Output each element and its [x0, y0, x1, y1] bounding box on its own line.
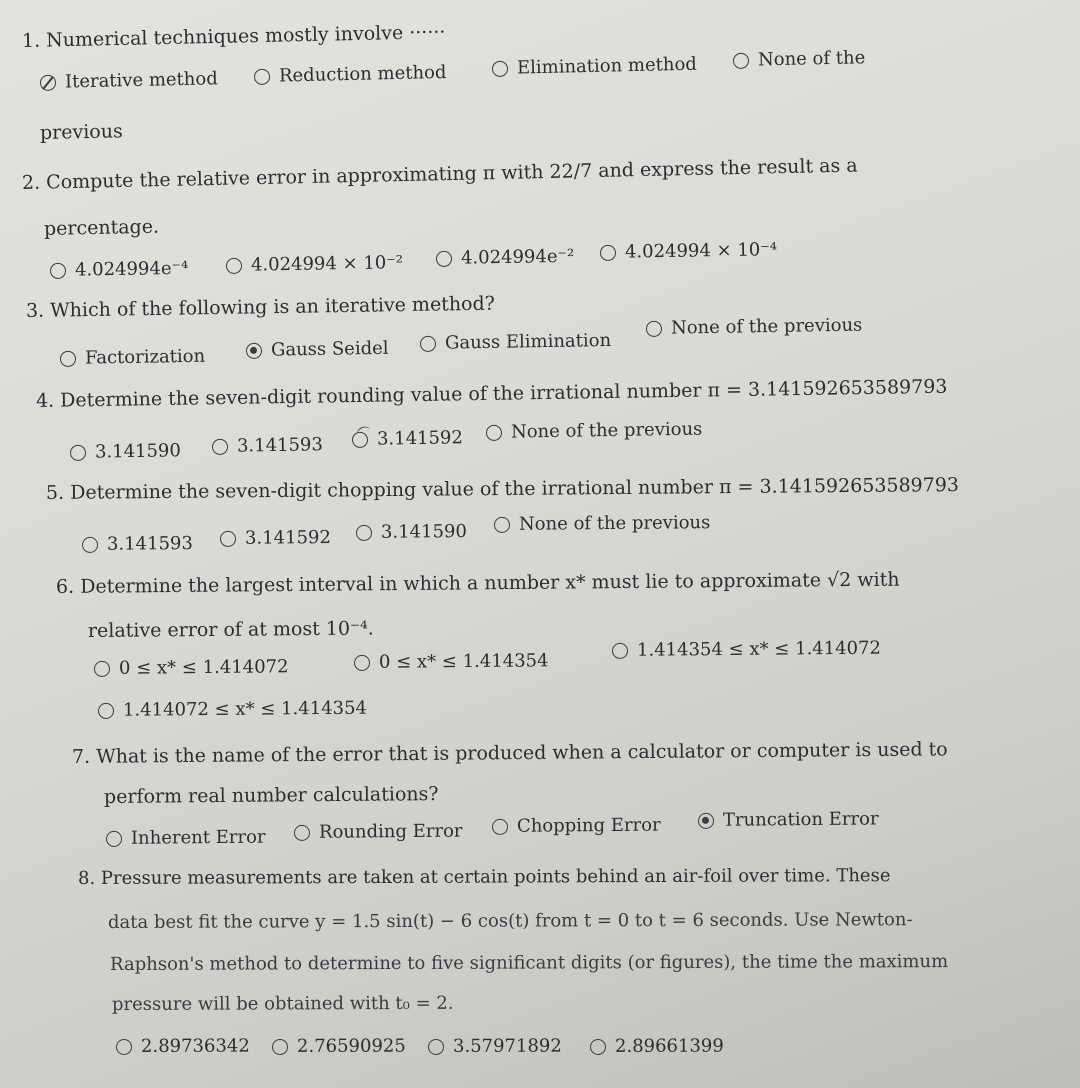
radio-icon[interactable]: [254, 68, 270, 84]
question-8-text: 8. Pressure measurements are taken at certain points behind an air-foil over time. These: [77, 865, 891, 889]
question-7-text: 7. What is the name of the error that is produced when a calculator or computer is used to: [71, 738, 948, 768]
q5-option-1[interactable]: 3.141593: [82, 533, 193, 555]
radio-icon[interactable]: [70, 444, 86, 460]
question-6-text: 6. Determine the largest interval in which a number x* must lie to approximate √2 with: [55, 568, 900, 598]
q8-option-3[interactable]: 3.57971892: [428, 1036, 562, 1057]
q1-continuation: previous: [39, 120, 123, 144]
q4-option-3[interactable]: 3.141592: [352, 427, 463, 450]
radio-selected-icon[interactable]: [40, 74, 56, 90]
q2-option-4[interactable]: 4.024994 × 10⁻⁴: [600, 239, 777, 263]
q8-option-1[interactable]: 2.89736342: [116, 1036, 250, 1057]
radio-icon[interactable]: [98, 702, 114, 718]
radio-icon[interactable]: [600, 244, 616, 260]
q7-continuation: perform real number calculations?: [103, 783, 439, 808]
radio-icon[interactable]: [106, 830, 122, 846]
radio-icon[interactable]: [356, 524, 372, 540]
q1-option-1[interactable]: Iterative method: [40, 68, 218, 93]
q3-option-2[interactable]: Gauss Seidel: [246, 338, 389, 361]
radio-icon[interactable]: [220, 530, 236, 546]
q8-option-4[interactable]: 2.89661399: [590, 1036, 724, 1057]
q7-option-1[interactable]: Inherent Error: [106, 827, 266, 849]
q1-option-3[interactable]: Elimination method: [492, 54, 697, 79]
q3-option-1[interactable]: Factorization: [60, 346, 205, 369]
radio-selected-icon[interactable]: [698, 812, 714, 828]
radio-selected-icon[interactable]: [246, 342, 262, 358]
q5-option-2[interactable]: 3.141592: [220, 527, 331, 549]
q6-continuation: relative error of at most 10⁻⁴.: [87, 617, 374, 642]
radio-icon[interactable]: [116, 1038, 132, 1054]
q6-option-2[interactable]: 0 ≤ x* ≤ 1.414354: [354, 650, 549, 673]
q2-option-2[interactable]: 4.024994 × 10⁻²: [226, 252, 403, 276]
radio-icon[interactable]: [733, 52, 749, 68]
q1-option-2[interactable]: Reduction method: [254, 62, 447, 87]
q4-option-2[interactable]: 3.141593: [212, 434, 323, 457]
question-2-text: 2. Compute the relative error in approximating π with 22/7 and express the result as a: [21, 154, 858, 194]
radio-icon[interactable]: [428, 1038, 444, 1054]
radio-icon[interactable]: [492, 60, 508, 76]
radio-icon[interactable]: [60, 350, 76, 366]
question-1-text: 1. Numerical techniques mostly involve ······: [21, 21, 446, 52]
radio-icon[interactable]: [436, 250, 452, 266]
radio-icon[interactable]: [94, 660, 110, 676]
radio-icon[interactable]: [492, 818, 508, 834]
q4-option-4[interactable]: None of the previous: [486, 419, 703, 443]
radio-icon[interactable]: [420, 335, 436, 351]
radio-icon[interactable]: [226, 257, 242, 273]
radio-icon[interactable]: [494, 516, 510, 532]
q1-option-4[interactable]: None of the: [733, 47, 866, 71]
q8-continuation-1: data best fit the curve y = 1.5 sin(t) − 6 cos(t) from t = 0 to t = 6 seconds. Use Newton-: [107, 909, 913, 933]
radio-icon[interactable]: [50, 262, 66, 278]
q6-option-3[interactable]: 1.414354 ≤ x* ≤ 1.414072: [612, 638, 881, 661]
q2-continuation: percentage.: [43, 215, 160, 240]
radio-icon[interactable]: [354, 654, 370, 670]
radio-icon[interactable]: [646, 320, 662, 336]
q5-option-3[interactable]: 3.141590: [356, 521, 467, 543]
q2-option-3[interactable]: 4.024994e⁻²: [436, 246, 575, 269]
question-4-text: 4. Determine the seven-digit rounding value of the irrational number π = 3.141592653589793: [35, 375, 948, 412]
radio-icon[interactable]: [294, 824, 310, 840]
q8-continuation-2: Raphson's method to determine to five significant digits (or figures), the time the maximum: [109, 951, 949, 975]
q7-option-2[interactable]: Rounding Error: [294, 821, 463, 843]
radio-selected-icon[interactable]: [352, 431, 368, 447]
q4-option-1[interactable]: 3.141590: [70, 440, 181, 463]
radio-icon[interactable]: [212, 438, 228, 454]
radio-icon[interactable]: [272, 1038, 288, 1054]
q2-option-1[interactable]: 4.024994e⁻⁴: [50, 258, 189, 281]
radio-icon[interactable]: [486, 424, 502, 440]
radio-icon[interactable]: [590, 1038, 606, 1054]
question-5-text: 5. Determine the seven-digit chopping value of the irrational number π = 3.141592653589793: [45, 474, 960, 504]
q6-option-4[interactable]: 1.414072 ≤ x* ≤ 1.414354: [98, 698, 367, 721]
question-3-text: 3. Which of the following is an iterative method?: [25, 292, 496, 322]
q7-option-3[interactable]: Chopping Error: [492, 815, 661, 837]
q6-option-1[interactable]: 0 ≤ x* ≤ 1.414072: [94, 656, 289, 679]
radio-icon[interactable]: [612, 642, 628, 658]
q7-option-4[interactable]: Truncation Error: [698, 808, 879, 831]
q8-option-2[interactable]: 2.76590925: [272, 1036, 406, 1057]
radio-icon[interactable]: [82, 536, 98, 552]
q3-option-4[interactable]: None of the previous: [646, 315, 863, 339]
q3-option-3[interactable]: Gauss Elimination: [420, 330, 611, 354]
q8-continuation-3: pressure will be obtained with t₀ = 2.: [111, 992, 454, 1015]
q5-option-4[interactable]: None of the previous: [494, 512, 711, 535]
